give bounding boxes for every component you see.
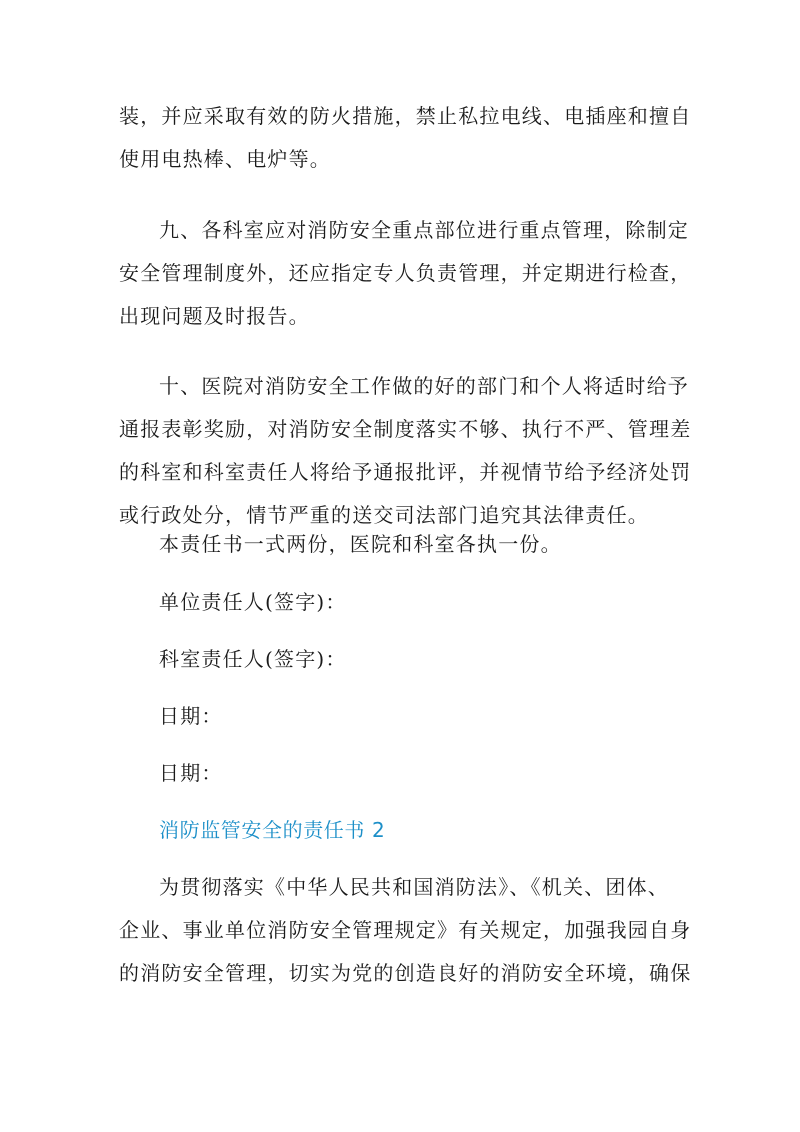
paragraph-line: 企业、事业单位消防安全管理规定》有关规定，加强我园自身: [119, 918, 692, 942]
paragraph-line: 安全管理制度外，还应指定专人负责管理，并定期进行检查，: [119, 261, 692, 285]
paragraph-line: 十、医院对消防安全工作做的好的部门和个人将适时给予: [159, 374, 689, 398]
paragraph-line: 为贯彻落实《中华人民共和国消防法》、《机关、团体、: [159, 875, 669, 899]
copies-note: 本责任书一式两份，医院和科室各执一份。: [159, 532, 562, 556]
paragraph-line: 装，并应采取有效的防火措施，禁止私拉电线、电插座和擅自: [119, 104, 692, 128]
unit-responsible-signature-label: 单位责任人(签字)：: [159, 590, 347, 614]
paragraph-line: 或行政处分，情节严重的送交司法部门追究其法律责任。: [119, 503, 649, 527]
date-label-1: 日期：: [159, 704, 223, 728]
section-heading: 消防监管安全的责任书 2: [159, 818, 386, 842]
dept-responsible-signature-label: 科室责任人(签字)：: [159, 647, 347, 671]
paragraph-line: 通报表彰奖励，对消防安全制度落实不够、执行不严、管理差: [119, 417, 692, 441]
paragraph-line: 的科室和科室责任人将给予通报批评，并视情节给予经济处罚: [119, 460, 692, 484]
paragraph-line: 出现问题及时报告。: [119, 304, 310, 328]
paragraph-line: 九、各科室应对消防安全重点部位进行重点管理，除制定: [159, 218, 689, 242]
paragraph-line: 使用电热棒、电炉等。: [119, 147, 331, 171]
paragraph-line: 的消防安全管理，切实为党的创造良好的消防安全环境，确保: [119, 961, 692, 985]
date-label-2: 日期：: [159, 761, 223, 785]
